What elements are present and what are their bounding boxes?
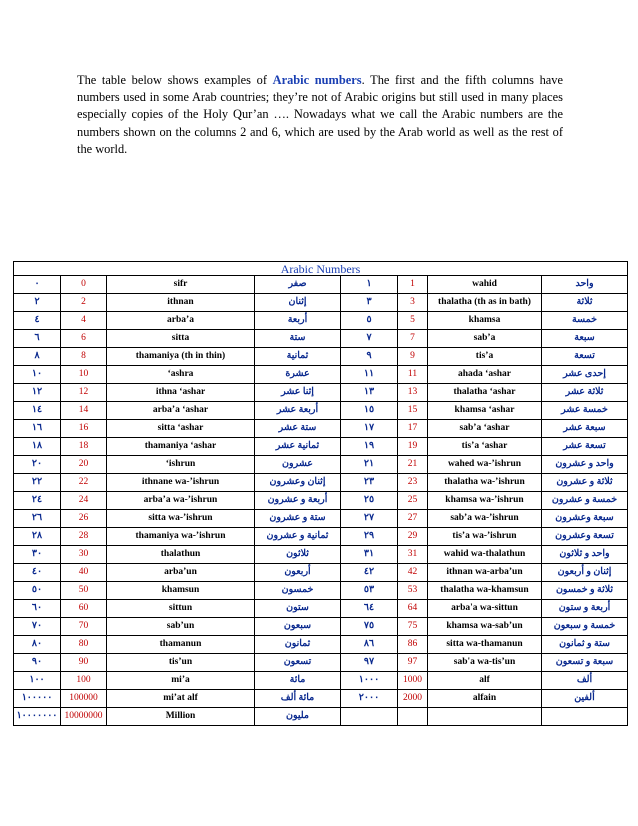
eastern-numeral-cell: ٧٥ [341,618,398,636]
table-row [14,546,628,564]
transliteration-cell: sitta wa-’ishrun [107,510,255,528]
eastern-numeral-cell: ٤ [14,312,61,330]
arabic-word-cell: ثلاثة [542,294,628,312]
western-numeral-cell: 11 [398,366,428,384]
western-numeral-cell: 30 [61,546,107,564]
eastern-numeral-cell: ٥٠ [14,582,61,600]
table-row [14,402,628,420]
arabic-word-cell: أربعون [255,564,341,582]
western-numeral-cell: 75 [398,618,428,636]
arabic-word-cell: ثلاثة و عشرون [542,474,628,492]
western-numeral-cell: 24 [61,492,107,510]
eastern-numeral-cell: ١ [341,276,398,294]
arabic-word-cell: أربعة [255,312,341,330]
arabic-word-cell: ستة [255,330,341,348]
transliteration-cell: wahid [428,276,542,294]
transliteration-cell: sitta [107,330,255,348]
arabic-word-cell: خمسة [542,312,628,330]
transliteration-cell: ithnan wa-arba’un [428,564,542,582]
eastern-numeral-cell: ١٥ [341,402,398,420]
eastern-numeral-cell: ١٠ [14,366,61,384]
intro-text-before: The table below shows examples of [77,73,273,87]
transliteration-cell: thamaniya ‘ashar [107,438,255,456]
table-row [14,600,628,618]
transliteration-cell: sab’a ‘ashar [428,420,542,438]
western-numeral-cell: 70 [61,618,107,636]
arabic-word-cell: عشرون [255,456,341,474]
table-row [14,420,628,438]
table-row [14,438,628,456]
western-numeral-cell: 20 [61,456,107,474]
transliteration-cell: thamaniya wa-’ishrun [107,528,255,546]
arabic-word-cell: ثمانية و عشرون [255,528,341,546]
western-numeral-cell: 28 [61,528,107,546]
eastern-numeral-cell: ٩ [341,348,398,366]
western-numeral-cell: 1000 [398,672,428,690]
eastern-numeral-cell: ٣ [341,294,398,312]
eastern-numeral-cell: ٦ [14,330,61,348]
western-numeral-cell: 29 [398,528,428,546]
transliteration-cell: khamsun [107,582,255,600]
transliteration-cell: mi’at alf [107,690,255,708]
arabic-word-cell: ثلاثة و خمسون [542,582,628,600]
eastern-numeral-cell: ٢ [14,294,61,312]
arabic-word-cell: خمسة عشر [542,402,628,420]
western-numeral-cell: 0 [61,276,107,294]
eastern-numeral-cell: ٢٨ [14,528,61,546]
arabic-word-cell: تسعة عشر [542,438,628,456]
arabic-word-cell: مليون [255,708,341,726]
western-numeral-cell: 21 [398,456,428,474]
transliteration-cell: thalatha ‘ashar [428,384,542,402]
eastern-numeral-cell: ٨ [14,348,61,366]
western-numeral-cell: 10000000 [61,708,107,726]
eastern-numeral-cell: ٢٥ [341,492,398,510]
transliteration-cell: ithnan [107,294,255,312]
arabic-word-cell: إثنان و أربعون [542,564,628,582]
table-row [14,618,628,636]
arabic-numbers-table [13,261,628,726]
eastern-numeral-cell: ١٤ [14,402,61,420]
table-row [14,582,628,600]
eastern-numeral-cell: ٩٧ [341,654,398,672]
arabic-word-cell: مائة ألف [255,690,341,708]
western-numeral-cell: 50 [61,582,107,600]
western-numeral-cell: 1 [398,276,428,294]
arabic-word-cell: ثلاثون [255,546,341,564]
western-numeral-cell: 7 [398,330,428,348]
transliteration-cell: khamsa ‘ashar [428,402,542,420]
eastern-numeral-cell: ٢٦ [14,510,61,528]
western-numeral-cell [398,708,428,726]
western-numeral-cell: 6 [61,330,107,348]
eastern-numeral-cell: ٤٢ [341,564,398,582]
eastern-numeral-cell: ٢٩ [341,528,398,546]
eastern-numeral-cell: ٨٠ [14,636,61,654]
transliteration-cell: alf [428,672,542,690]
arabic-numbers-highlight: Arabic numbers [272,73,362,87]
arabic-word-cell: ثمانية [255,348,341,366]
western-numeral-cell: 16 [61,420,107,438]
western-numeral-cell: 64 [398,600,428,618]
arabic-word-cell: ألف [542,672,628,690]
transliteration-cell: sifr [107,276,255,294]
western-numeral-cell: 15 [398,402,428,420]
eastern-numeral-cell: ٢٤ [14,492,61,510]
transliteration-cell: thalatha wa-’ishrun [428,474,542,492]
transliteration-cell: thalatha wa-khamsun [428,582,542,600]
transliteration-cell: khamsa wa-’ishrun [428,492,542,510]
western-numeral-cell: 2000 [398,690,428,708]
eastern-numeral-cell: ١٠٠٠ [341,672,398,690]
transliteration-cell: tis’un [107,654,255,672]
eastern-numeral-cell: ٥ [341,312,398,330]
eastern-numeral-cell: ٤٠ [14,564,61,582]
arabic-word-cell: خمسون [255,582,341,600]
arabic-word-cell: عشرة [255,366,341,384]
eastern-numeral-cell: ١٠٠٠٠٠٠٠ [14,708,61,726]
arabic-word-cell: إثنان وعشرون [255,474,341,492]
table-row [14,330,628,348]
arabic-word-cell: إثنان [255,294,341,312]
transliteration-cell: arba’a [107,312,255,330]
table-row [14,348,628,366]
arabic-word-cell: تسعة وعشرون [542,528,628,546]
eastern-numeral-cell: ٢٧ [341,510,398,528]
eastern-numeral-cell: ١٢ [14,384,61,402]
arabic-word-cell: واحد و عشرون [542,456,628,474]
transliteration-cell: tis’a ‘ashar [428,438,542,456]
arabic-word-cell: ستة عشر [255,420,341,438]
arabic-word-cell: سبعة [542,330,628,348]
transliteration-cell: arba’un [107,564,255,582]
western-numeral-cell: 22 [61,474,107,492]
intro-text-after: . The first and the fifth columns have numbers used in some Arab countries; they’re not of Arabic origins but still used in many places especially copies of the Holy Qur’an …. Nowadays what we call the Arabic numbers are the numbers shown on the columns 2 and 6, which are used by the Arab world as well as the rest of the world. [77,73,563,156]
eastern-numeral-cell: ٣٠ [14,546,61,564]
eastern-numeral-cell: ١١ [341,366,398,384]
transliteration-cell: khamsa [428,312,542,330]
transliteration-cell: ‘ishrun [107,456,255,474]
transliteration-cell: arba’a wa-’ishrun [107,492,255,510]
table-row [14,456,628,474]
transliteration-cell: ithna ‘ashar [107,384,255,402]
arabic-word-cell: مائة [255,672,341,690]
transliteration-cell: tis’a [428,348,542,366]
table-row [14,636,628,654]
transliteration-cell: arba'a wa-sittun [428,600,542,618]
transliteration-cell: wahid wa-thalathun [428,546,542,564]
transliteration-cell: sitta wa-thamanun [428,636,542,654]
western-numeral-cell: 4 [61,312,107,330]
arabic-word-cell: ألفين [542,690,628,708]
arabic-word-cell: ثلاثة عشر [542,384,628,402]
arabic-word-cell: إثنا عشر [255,384,341,402]
transliteration-cell: mi’a [107,672,255,690]
transliteration-cell: wahed wa-’ishrun [428,456,542,474]
arabic-word-cell: تسعة [542,348,628,366]
western-numeral-cell: 13 [398,384,428,402]
arabic-word-cell: واحد و ثلاثون [542,546,628,564]
table-row [14,564,628,582]
transliteration-cell: arba’a ‘ashar [107,402,255,420]
transliteration-cell: sab’un [107,618,255,636]
eastern-numeral-cell: ١٧ [341,420,398,438]
western-numeral-cell: 31 [398,546,428,564]
eastern-numeral-cell: ٠ [14,276,61,294]
transliteration-cell: tis’a wa-’ishrun [428,528,542,546]
transliteration-cell: sitta ‘ashar [107,420,255,438]
eastern-numeral-cell: ١٩ [341,438,398,456]
arabic-word-cell: ثمانية عشر [255,438,341,456]
arabic-word-cell: سبعة و تسعون [542,654,628,672]
eastern-numeral-cell: ١٣ [341,384,398,402]
arabic-word-cell [542,708,628,726]
table-row [14,492,628,510]
table-caption: Arabic Numbers [14,262,628,276]
table-row [14,510,628,528]
table-row [14,654,628,672]
table-row [14,672,628,690]
eastern-numeral-cell: ٦٤ [341,600,398,618]
transliteration-cell: thalathun [107,546,255,564]
transliteration-cell: thamanun [107,636,255,654]
western-numeral-cell: 27 [398,510,428,528]
eastern-numeral-cell: ٧٠ [14,618,61,636]
transliteration-cell: thalatha (th as in bath) [428,294,542,312]
transliteration-cell: alfain [428,690,542,708]
western-numeral-cell: 100 [61,672,107,690]
western-numeral-cell: 9 [398,348,428,366]
table-row [14,690,628,708]
transliteration-cell: ithnane wa-’ishrun [107,474,255,492]
transliteration-cell: sittun [107,600,255,618]
eastern-numeral-cell: ٢١ [341,456,398,474]
western-numeral-cell: 26 [61,510,107,528]
eastern-numeral-cell: ٨٦ [341,636,398,654]
transliteration-cell: sab’a [428,330,542,348]
western-numeral-cell: 2 [61,294,107,312]
western-numeral-cell: 8 [61,348,107,366]
table-row [14,276,628,294]
eastern-numeral-cell: ٢٠٠٠ [341,690,398,708]
western-numeral-cell: 25 [398,492,428,510]
arabic-word-cell: صفر [255,276,341,294]
western-numeral-cell: 86 [398,636,428,654]
table-row [14,294,628,312]
eastern-numeral-cell [341,708,398,726]
transliteration-cell: khamsa wa-sab’un [428,618,542,636]
western-numeral-cell: 97 [398,654,428,672]
western-numeral-cell: 5 [398,312,428,330]
western-numeral-cell: 10 [61,366,107,384]
transliteration-cell: ‘ashra [107,366,255,384]
table-row [14,366,628,384]
arabic-word-cell: سبعون [255,618,341,636]
arabic-word-cell: خمسة و سبعون [542,618,628,636]
arabic-word-cell: أربعة و ستون [542,600,628,618]
arabic-word-cell: ثمانون [255,636,341,654]
transliteration-cell: sab’a wa-’ishrun [428,510,542,528]
western-numeral-cell: 12 [61,384,107,402]
western-numeral-cell: 40 [61,564,107,582]
arabic-word-cell: ستة و عشرون [255,510,341,528]
western-numeral-cell: 42 [398,564,428,582]
arabic-word-cell: سبعة وعشرون [542,510,628,528]
arabic-word-cell: إحدى عشر [542,366,628,384]
transliteration-cell: Million [107,708,255,726]
table-row [14,312,628,330]
eastern-numeral-cell: ٦٠ [14,600,61,618]
eastern-numeral-cell: ١٨ [14,438,61,456]
arabic-word-cell: أربعة عشر [255,402,341,420]
eastern-numeral-cell: ٣١ [341,546,398,564]
western-numeral-cell: 17 [398,420,428,438]
arabic-word-cell: ستون [255,600,341,618]
western-numeral-cell: 53 [398,582,428,600]
western-numeral-cell: 14 [61,402,107,420]
transliteration-cell: thamaniya (th in thin) [107,348,255,366]
eastern-numeral-cell: ١٠٠ [14,672,61,690]
arabic-word-cell: أربعة و عشرون [255,492,341,510]
western-numeral-cell: 3 [398,294,428,312]
table-body [14,262,628,726]
eastern-numeral-cell: ١٦ [14,420,61,438]
table-row [14,708,628,726]
eastern-numeral-cell: ٢٢ [14,474,61,492]
eastern-numeral-cell: ٧ [341,330,398,348]
table-row [14,384,628,402]
eastern-numeral-cell: ١٠٠٠٠٠ [14,690,61,708]
arabic-word-cell: تسعون [255,654,341,672]
transliteration-cell: ahada ‘ashar [428,366,542,384]
arabic-word-cell: واحد [542,276,628,294]
western-numeral-cell: 19 [398,438,428,456]
eastern-numeral-cell: ٥٣ [341,582,398,600]
transliteration-cell [428,708,542,726]
intro-paragraph [77,72,563,158]
western-numeral-cell: 80 [61,636,107,654]
arabic-word-cell: سبعة عشر [542,420,628,438]
table-caption-row [14,262,628,276]
western-numeral-cell: 100000 [61,690,107,708]
transliteration-cell: sab'a wa-tis’un [428,654,542,672]
western-numeral-cell: 90 [61,654,107,672]
western-numeral-cell: 18 [61,438,107,456]
table-row [14,528,628,546]
eastern-numeral-cell: ٩٠ [14,654,61,672]
eastern-numeral-cell: ٢٣ [341,474,398,492]
western-numeral-cell: 60 [61,600,107,618]
arabic-word-cell: خمسة و عشرون [542,492,628,510]
eastern-numeral-cell: ٢٠ [14,456,61,474]
table-row [14,474,628,492]
arabic-word-cell: ستة و ثمانون [542,636,628,654]
western-numeral-cell: 23 [398,474,428,492]
